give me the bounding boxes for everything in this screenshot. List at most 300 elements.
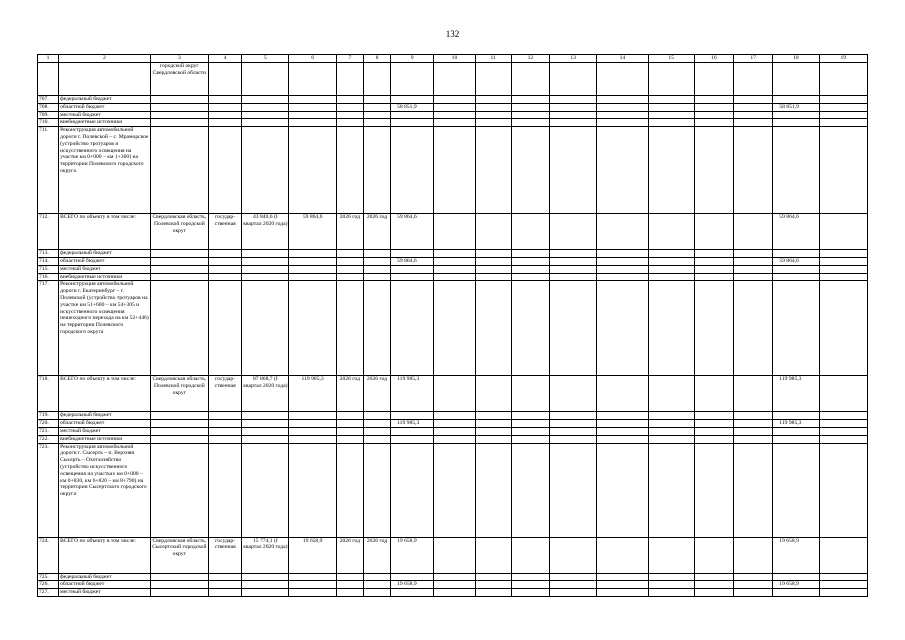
column-header: 9 [391,55,434,63]
table-row [38,427,868,435]
table-row [38,96,868,104]
table-cell [597,589,648,597]
table-cell [511,281,549,376]
column-header: 12 [511,55,549,63]
table-cell: 119 985,3 [289,376,336,412]
table-cell [289,281,336,376]
table-cell: областной бюджет [59,257,151,265]
table-cell [336,265,363,273]
table-cell [242,281,289,376]
table-cell [289,443,336,537]
table-cell [289,435,336,443]
table-cell [819,257,867,265]
table-cell: 58 851,9 [773,103,819,111]
table-cell [475,111,511,119]
table-cell [289,119,336,127]
table-cell [150,103,208,111]
table-cell: 2026 год [336,537,363,573]
table-row [38,581,868,589]
table-cell [289,581,336,589]
table-cell: 727. [38,589,59,597]
table-cell [363,265,390,273]
table-cell: Реконструкция автомобильной дороги г. Полевской – с. Мраморское (устройство тротуаров и искусственного освещения на участке км 0+000 – км 1+300) на территории Полевского городского округа [59,127,151,214]
table-cell [150,443,208,537]
table-cell [597,537,648,573]
table-cell [150,281,208,376]
table-cell [150,265,208,273]
table-row [38,111,868,119]
table-cell: местный бюджет [59,427,151,435]
table-cell [511,119,549,127]
table-cell [648,111,694,119]
table-cell [242,103,289,111]
table-cell [773,281,819,376]
table-cell [549,427,596,435]
table-cell [694,281,733,376]
table-cell [511,111,549,119]
table-cell [694,420,733,428]
table-cell [336,281,363,376]
table-cell [475,589,511,597]
table-cell [773,96,819,104]
table-cell [694,265,733,273]
table-cell [475,427,511,435]
table-cell [773,111,819,119]
table-cell [694,250,733,258]
table-cell [734,589,773,597]
table-cell: 59 864,6 [773,214,819,250]
table-cell [363,63,390,96]
table-cell [289,257,336,265]
table-cell [242,420,289,428]
table-cell [648,412,694,420]
table-cell [597,420,648,428]
table-cell [363,435,390,443]
table-cell [734,96,773,104]
table-cell [734,420,773,428]
table-cell: 59 864,6 [391,214,434,250]
table-row [38,250,868,258]
table-cell [391,63,434,96]
table-cell [391,96,434,104]
table-row [38,281,868,376]
table-cell [434,435,475,443]
table-cell [434,412,475,420]
table-cell: 717. [38,281,59,376]
table-cell [597,427,648,435]
table-cell: 713. [38,250,59,258]
table-cell [475,119,511,127]
table-cell [773,127,819,214]
table-cell [549,443,596,537]
table-cell [511,376,549,412]
table-row [38,63,868,96]
table-cell [150,111,208,119]
table-cell [648,273,694,281]
table-cell [694,443,733,537]
table-cell [242,111,289,119]
table-cell: 716. [38,273,59,281]
table-cell [694,537,733,573]
table-cell [819,412,867,420]
table-cell [819,127,867,214]
table-cell [59,63,151,96]
table-cell [391,435,434,443]
table-cell [597,281,648,376]
table-cell [511,581,549,589]
table-cell [734,412,773,420]
table-cell [289,265,336,273]
table-cell [694,111,733,119]
table-cell [363,412,390,420]
table-cell [363,443,390,537]
table-cell [819,250,867,258]
table-cell [475,103,511,111]
table-cell: 726. [38,581,59,589]
table-cell: 723. [38,443,59,537]
table-cell [773,250,819,258]
table-cell [391,119,434,127]
table-row [38,573,868,581]
column-header: 5 [242,55,289,63]
table-cell: 59 864,6 [773,257,819,265]
table-cell: 119 985,3 [391,420,434,428]
table-cell [511,265,549,273]
table-cell: 712. [38,214,59,250]
table-cell [209,103,242,111]
table-cell [475,257,511,265]
table-cell: 19 658,9 [773,581,819,589]
table-cell [336,589,363,597]
table-cell [434,119,475,127]
table-cell [694,63,733,96]
table-cell [391,111,434,119]
table-cell [363,96,390,104]
table-cell: 2026 год [336,376,363,412]
table-cell [289,273,336,281]
table-cell [434,589,475,597]
table-cell [363,427,390,435]
table-cell [511,537,549,573]
table-cell [475,537,511,573]
table-cell [694,581,733,589]
table-cell [694,214,733,250]
table-cell [549,581,596,589]
table-cell [549,96,596,104]
table-cell [648,376,694,412]
table-cell: 19 658,9 [391,581,434,589]
table-cell: Свердловская область, Полевской городской округ [150,376,208,412]
table-cell [734,127,773,214]
table-cell: государ-ственная [209,376,242,412]
table-cell: Свердловская область, Сысертский городской округ [150,537,208,573]
budget-table [37,54,868,597]
table-cell [694,257,733,265]
table-cell [289,412,336,420]
table-row [38,412,868,420]
table-cell [511,589,549,597]
table-cell [475,443,511,537]
column-header: 3 [150,55,208,63]
table-cell [289,573,336,581]
column-header: 4 [209,55,242,63]
table-cell [734,376,773,412]
table-cell [819,443,867,537]
table-cell [289,589,336,597]
table-cell [549,412,596,420]
table-cell [209,273,242,281]
table-cell: областной бюджет [59,103,151,111]
table-cell [289,96,336,104]
table-cell [511,250,549,258]
table-cell: 721. [38,427,59,435]
table-cell [819,589,867,597]
table-cell [391,427,434,435]
table-cell [336,96,363,104]
table-cell [549,420,596,428]
table-cell [434,273,475,281]
table-cell [391,281,434,376]
table-cell: 43 840,6 (I квартал 2020 года) [242,214,289,250]
table-cell [242,589,289,597]
table-cell [434,214,475,250]
table-cell [819,273,867,281]
table-cell: внебюджетные источники [59,119,151,127]
table-cell [150,250,208,258]
table-cell [648,63,694,96]
table-cell [336,573,363,581]
table-cell [511,412,549,420]
table-cell [242,443,289,537]
table-cell [336,420,363,428]
table-cell [549,111,596,119]
table-cell [648,257,694,265]
table-cell [819,111,867,119]
table-cell [819,581,867,589]
table-cell [209,427,242,435]
table-cell [694,119,733,127]
table-cell [150,427,208,435]
table-cell [475,63,511,96]
table-cell [242,257,289,265]
table-cell [475,581,511,589]
table-cell [511,273,549,281]
table-cell [336,412,363,420]
table-cell: ВСЕГО по объекту в том числе: [59,214,151,250]
table-cell [819,376,867,412]
table-cell [694,589,733,597]
table-cell [289,427,336,435]
table-cell [363,119,390,127]
table-cell: 59 864,6 [391,257,434,265]
table-row [38,273,868,281]
table-cell: внебюджетные источники [59,273,151,281]
table-cell [597,111,648,119]
table-cell [734,537,773,573]
table-cell: 19 658,9 [773,537,819,573]
table-cell [391,265,434,273]
table-cell [511,63,549,96]
table-cell [475,420,511,428]
table-cell [336,257,363,265]
table-cell [549,257,596,265]
table-cell [242,412,289,420]
table-cell: областной бюджет [59,420,151,428]
table-cell [242,265,289,273]
table-cell [150,127,208,214]
table-cell [511,427,549,435]
table-cell [434,265,475,273]
table-cell: 19 658,9 [289,537,336,573]
table-cell [773,63,819,96]
table-cell [242,127,289,214]
table-cell: 722. [38,435,59,443]
table-cell [773,265,819,273]
table-cell [289,420,336,428]
table-cell [694,573,733,581]
table-cell [363,250,390,258]
table-cell [648,581,694,589]
table-cell [694,427,733,435]
table-cell [648,250,694,258]
table-cell [694,127,733,214]
table-cell [819,63,867,96]
table-cell: 718. [38,376,59,412]
table-cell [511,443,549,537]
table-cell [150,435,208,443]
table-cell: 707. [38,96,59,104]
table-row [38,257,868,265]
table-cell [363,273,390,281]
table-cell: федеральный бюджет [59,573,151,581]
table-cell [734,214,773,250]
table-cell [773,412,819,420]
table-cell [363,103,390,111]
table-cell [734,63,773,96]
table-row [38,103,868,111]
table-cell [209,443,242,537]
table-cell [363,111,390,119]
table-cell [549,273,596,281]
table-cell [209,573,242,581]
table-cell [242,573,289,581]
column-header: 6 [289,55,336,63]
column-header: 14 [597,55,648,63]
table-cell [289,63,336,96]
table-cell [242,96,289,104]
table-cell: местный бюджет [59,265,151,273]
table-cell [475,573,511,581]
table-cell [209,581,242,589]
table-cell [648,537,694,573]
table-cell [242,435,289,443]
table-cell [150,573,208,581]
column-header: 17 [734,55,773,63]
column-header: 2 [59,55,151,63]
table-cell [597,443,648,537]
table-cell [150,412,208,420]
table-cell: 119 985,3 [773,420,819,428]
table-cell [150,420,208,428]
table-cell [549,265,596,273]
table-cell [242,63,289,96]
table-row [38,214,868,250]
table-cell [209,589,242,597]
table-cell [511,96,549,104]
table-cell: 119 985,3 [773,376,819,412]
table-cell [549,63,596,96]
table-cell [648,443,694,537]
table-cell [434,111,475,119]
table-cell [597,573,648,581]
table-cell [773,443,819,537]
table-cell [734,257,773,265]
table-cell [819,214,867,250]
table-cell [475,96,511,104]
table-cell [363,127,390,214]
table-cell [434,420,475,428]
table-cell [694,376,733,412]
table-row [38,420,868,428]
table-cell [549,537,596,573]
table-cell [734,265,773,273]
table-cell [475,376,511,412]
table-cell: 709. [38,111,59,119]
table-cell [648,281,694,376]
column-header: 7 [336,55,363,63]
table-cell: 87 868,7 (I квартал 2020 года) [242,376,289,412]
table-cell [475,273,511,281]
table-cell [434,581,475,589]
table-row [38,537,868,573]
table-cell [434,127,475,214]
table-cell [475,250,511,258]
table-cell [434,427,475,435]
table-cell: 715. [38,265,59,273]
column-header: 11 [475,55,511,63]
table-cell [242,581,289,589]
table-cell [648,265,694,273]
table-cell [434,103,475,111]
table-cell [773,119,819,127]
table-cell [38,63,59,96]
table-cell [209,435,242,443]
table-cell [549,573,596,581]
table-cell [734,435,773,443]
table-cell [648,427,694,435]
table-cell [694,103,733,111]
table-cell [648,420,694,428]
table-cell [549,281,596,376]
table-cell [363,573,390,581]
table-cell: ВСЕГО по объекту в том числе: [59,376,151,412]
table-cell [648,119,694,127]
table-cell: Реконструкция автомобильной дороги г. Екатеринбург – г. Полевской (устройство тротуаров на участке км 51+600 – км 54+305 и искусственного освещения пешеходного перехода на км 52+446) на территории Полевского городского округа [59,281,151,376]
table-cell [475,412,511,420]
table-cell [734,427,773,435]
table-row [38,376,868,412]
table-cell: 725. [38,573,59,581]
table-cell [694,412,733,420]
table-cell: 708. [38,103,59,111]
table-cell: 2026 год [363,376,390,412]
table-row [38,443,868,537]
table-cell [773,573,819,581]
table-cell [363,420,390,428]
table-cell [511,420,549,428]
table-cell [336,250,363,258]
table-cell [475,127,511,214]
